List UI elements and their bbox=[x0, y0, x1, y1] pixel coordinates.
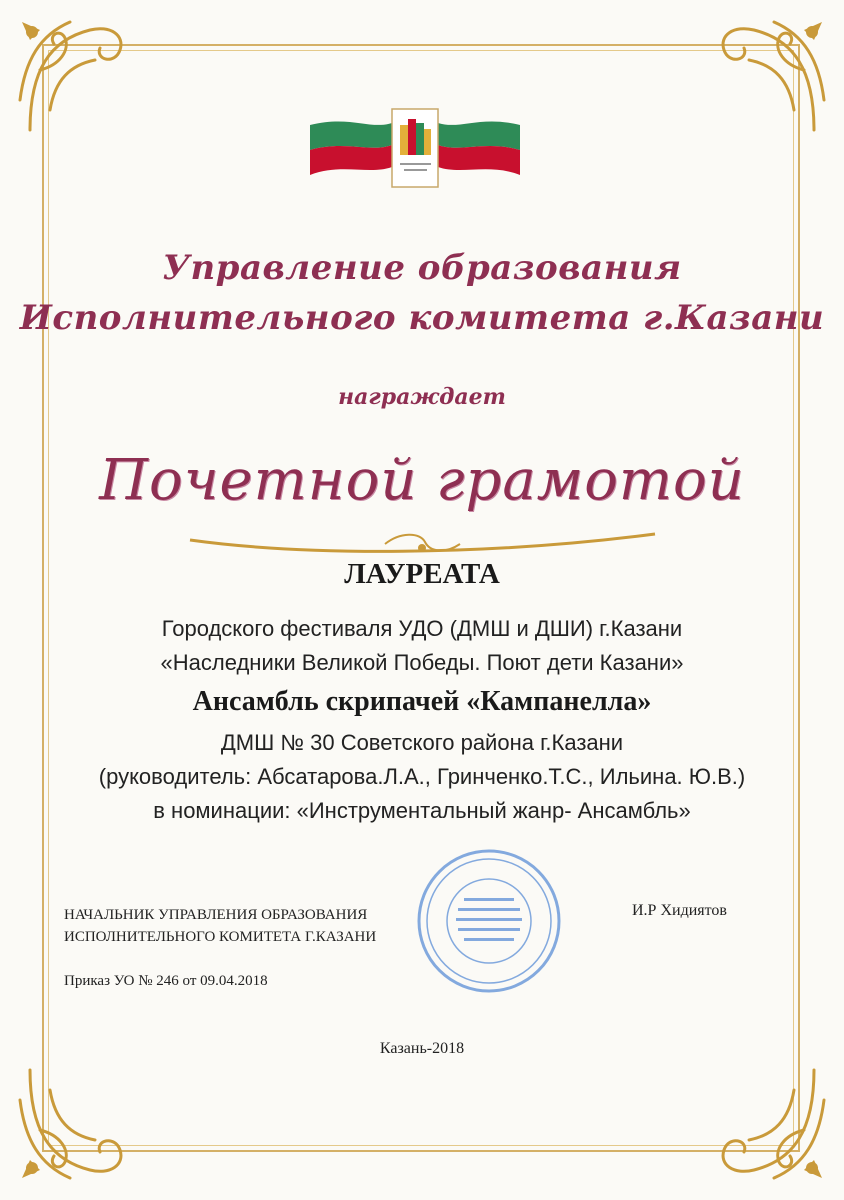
organization-line-2: Исполнительного комитета г.Казани bbox=[19, 298, 825, 338]
order-reference: Приказ УО № 246 от 09.04.2018 bbox=[64, 973, 268, 989]
awards-text: награждает bbox=[338, 384, 506, 410]
festival-line-2: «Наследники Великой Победы. Поют дети Казани» bbox=[160, 650, 684, 675]
signatory-position bbox=[64, 904, 376, 948]
recipient-nomination: в номинации: «Инструментальный жанр- Ансамбль» bbox=[153, 798, 691, 823]
corner-ornament-top-left bbox=[10, 10, 140, 140]
signatory-position-line-1: НАЧАЛЬНИК УПРАВЛЕНИЯ ОБРАЗОВАНИЯ bbox=[64, 907, 368, 923]
tatarstan-flag-emblem bbox=[300, 105, 530, 195]
corner-ornament-bottom-right bbox=[704, 1060, 834, 1190]
signatory-name: И.Р Хидиятов bbox=[632, 902, 727, 919]
certificate-title: Почетной грамотой bbox=[99, 448, 745, 513]
festival-line-1: Городского фестиваля УДО (ДМШ и ДШИ) г.Казани bbox=[161, 616, 683, 641]
official-stamp bbox=[414, 846, 564, 996]
recipient-leaders: (руководитель: Абсатарова.Л.А., Гринченко.Т.С., Ильина. Ю.В.) bbox=[98, 764, 746, 789]
corner-ornament-top-right bbox=[704, 10, 834, 140]
signatory-position-line-2: ИСПОЛНИТЕЛЬНОГО КОМИТЕТА Г.КАЗАНИ bbox=[64, 929, 377, 945]
organization-line-1: Управление образования bbox=[162, 248, 682, 288]
corner-ornament-bottom-left bbox=[10, 1060, 140, 1190]
decorative-swirl bbox=[185, 522, 660, 562]
laureate-label: ЛАУРЕАТА bbox=[344, 558, 500, 590]
recipient-school: ДМШ № 30 Советского района г.Казани bbox=[220, 730, 624, 755]
place-year: Казань-2018 bbox=[379, 1040, 465, 1057]
recipient-name: Ансамбль скрипачей «Кампанелла» bbox=[192, 686, 652, 717]
